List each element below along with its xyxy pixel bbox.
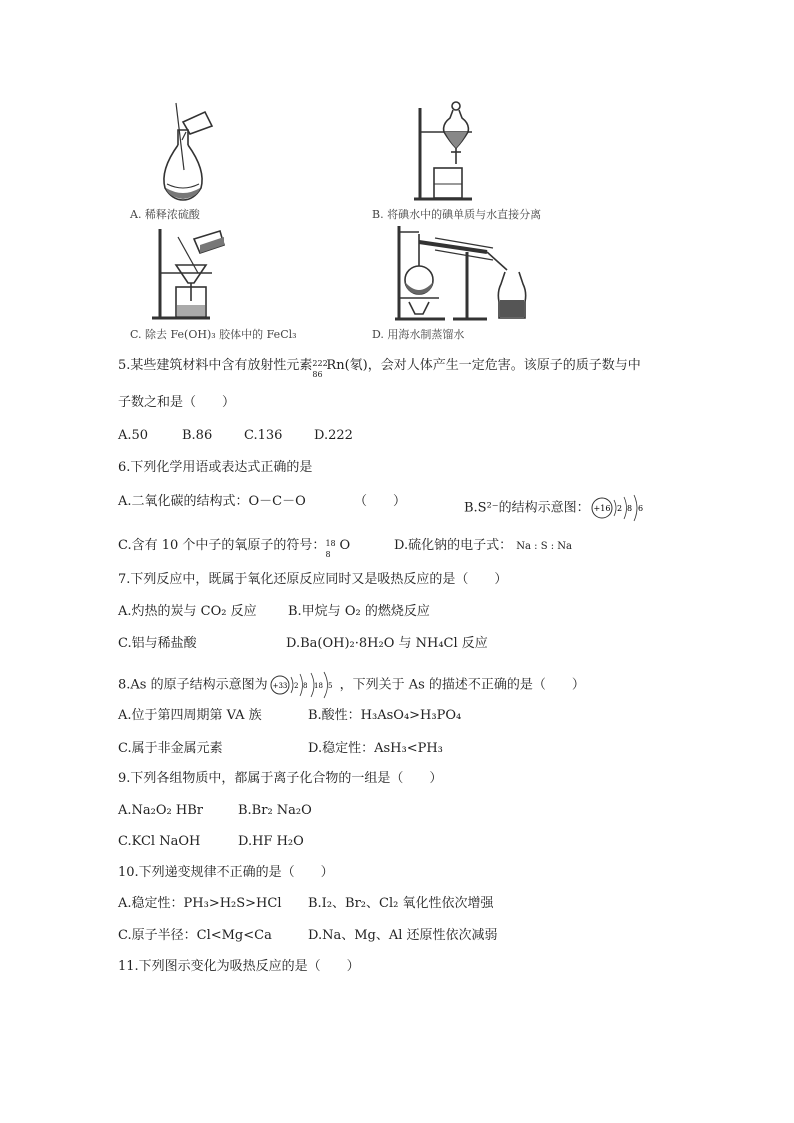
- figure-b-caption: B. 将碘水中的碘单质与水直接分离: [372, 208, 542, 221]
- q6-answer-paren: （ ）: [354, 494, 407, 509]
- q9-option-d[interactable]: D.HF H₂O: [238, 834, 304, 849]
- q8-shell-4: 5: [327, 682, 333, 690]
- q7-option-b[interactable]: B.甲烷与 O₂ 的燃烧反应: [288, 604, 430, 619]
- figure-b-separatory-funnel: [412, 98, 492, 206]
- q6-oxygen-isotope: [325, 537, 339, 559]
- q6-atomic-number: 8: [325, 550, 331, 559]
- q6-shell-1: 2: [616, 504, 622, 513]
- q8-as-structure-diagram: [268, 670, 340, 700]
- q6-mass-number: 18: [325, 539, 336, 548]
- q8-option-c[interactable]: C.属于非金属元素: [118, 741, 223, 756]
- figure-a-caption: A. 稀释浓硫酸: [130, 208, 200, 221]
- figure-a-dilution: [150, 100, 230, 205]
- q5-option-c[interactable]: C.136: [244, 428, 283, 443]
- q5-option-d[interactable]: D.222: [314, 428, 353, 443]
- question-7-stem: 7.下列反应中，既属于氧化还原反应同时又是吸热反应的是（ ）: [118, 572, 508, 587]
- q9-option-a[interactable]: A.Na₂O₂ HBr: [118, 803, 203, 818]
- q6-option-c-text: C.含有 10 个中子的氧原子的符号：: [118, 538, 326, 553]
- q9-option-c[interactable]: C.KCl NaOH: [118, 834, 201, 849]
- q7-option-a[interactable]: A.灼热的炭与 CO₂ 反应: [118, 604, 257, 619]
- q6-option-a[interactable]: A.二氧化碳的结构式：O－C－O: [118, 494, 306, 509]
- q6-option-d[interactable]: [394, 537, 572, 556]
- q8-nucleus: +33: [272, 682, 287, 690]
- q6-nucleus: +16: [593, 504, 611, 513]
- figure-c-caption: C. 除去 Fe(OH)₃ 胶体中的 FeCl₃: [130, 328, 297, 341]
- q6-option-b-text: B.S²⁻的结构示意图：: [464, 500, 590, 516]
- q5-option-b[interactable]: B.86: [182, 428, 213, 443]
- q8-stem-b: ，下列关于 As 的描述不正确的是（ ）: [339, 677, 585, 693]
- q7-option-d[interactable]: D.Ba(OH)₂·8H₂O 与 NH₄Cl 反应: [286, 636, 488, 651]
- q6-shell-2: 8: [626, 504, 632, 513]
- figure-d-caption: D. 用海水制蒸馏水: [372, 328, 465, 341]
- q10-option-c[interactable]: C.原子半径：Cl<Mg<Ca: [118, 928, 272, 943]
- q6-shell-3: 6: [637, 504, 643, 513]
- q8-stem-a: 8.As 的原子结构示意图为: [118, 677, 268, 693]
- q6-element-o: O: [339, 538, 351, 553]
- question-5-line-2: 子数之和是（ ）: [118, 395, 236, 410]
- q7-option-c[interactable]: C.铝与稀盐酸: [118, 636, 197, 651]
- question-9-stem: 9.下列各组物质中，都属于离子化合物的一组是（ ）: [118, 771, 443, 786]
- q10-option-a[interactable]: A.稳定性：PH₃>H₂S>HCl: [118, 896, 282, 911]
- question-6-stem: 6.下列化学用语或表达式正确的是: [118, 460, 313, 475]
- q5-isotope-notation: [312, 357, 328, 379]
- q6-option-c[interactable]: [118, 537, 351, 559]
- q6-option-d-text: D.硫化钠的电子式：: [394, 538, 513, 553]
- q8-shell-2: 8: [302, 682, 308, 690]
- q8-option-d[interactable]: D.稳定性：AsH₃<PH₃: [308, 741, 443, 756]
- q5-option-a[interactable]: A.50: [118, 428, 149, 443]
- q8-option-a[interactable]: A.位于第四周期第 VA 族: [118, 708, 262, 723]
- q8-shell-3: 18: [313, 682, 323, 690]
- q8-shell-1: 2: [293, 682, 299, 690]
- q9-option-b[interactable]: B.Br₂ Na₂O: [238, 803, 312, 818]
- q6-s2-structure-diagram: [590, 493, 650, 523]
- q5-mass-number: 222: [312, 359, 328, 368]
- q6-option-b[interactable]: [464, 493, 650, 523]
- q10-option-d[interactable]: D.Na、Mg、Al 还原性依次减弱: [308, 928, 498, 943]
- q8-option-b[interactable]: B.酸性：H₃AsO₄>H₃PO₄: [308, 708, 462, 723]
- question-5-line-1: [118, 357, 641, 379]
- q5-element: Rn(氡)，会对人体产生一定危害。该原子的质子数与中: [326, 358, 641, 373]
- figure-d-distillation: [395, 222, 535, 322]
- q6-na2s-electron-formula: Na : S : Na: [516, 541, 572, 552]
- q5-atomic-number: 86: [312, 370, 323, 379]
- figure-c-filtration: [150, 225, 230, 323]
- q5-stem-a: 5.某些建筑材料中含有放射性元素: [118, 358, 313, 373]
- q10-option-b[interactable]: B.I₂、Br₂、Cl₂ 氧化性依次增强: [308, 896, 494, 911]
- question-8-stem: [118, 670, 585, 700]
- question-11-stem: 11.下列图示变化为吸热反应的是（ ）: [118, 959, 360, 974]
- question-10-stem: 10.下列递变规律不正确的是（ ）: [118, 865, 334, 880]
